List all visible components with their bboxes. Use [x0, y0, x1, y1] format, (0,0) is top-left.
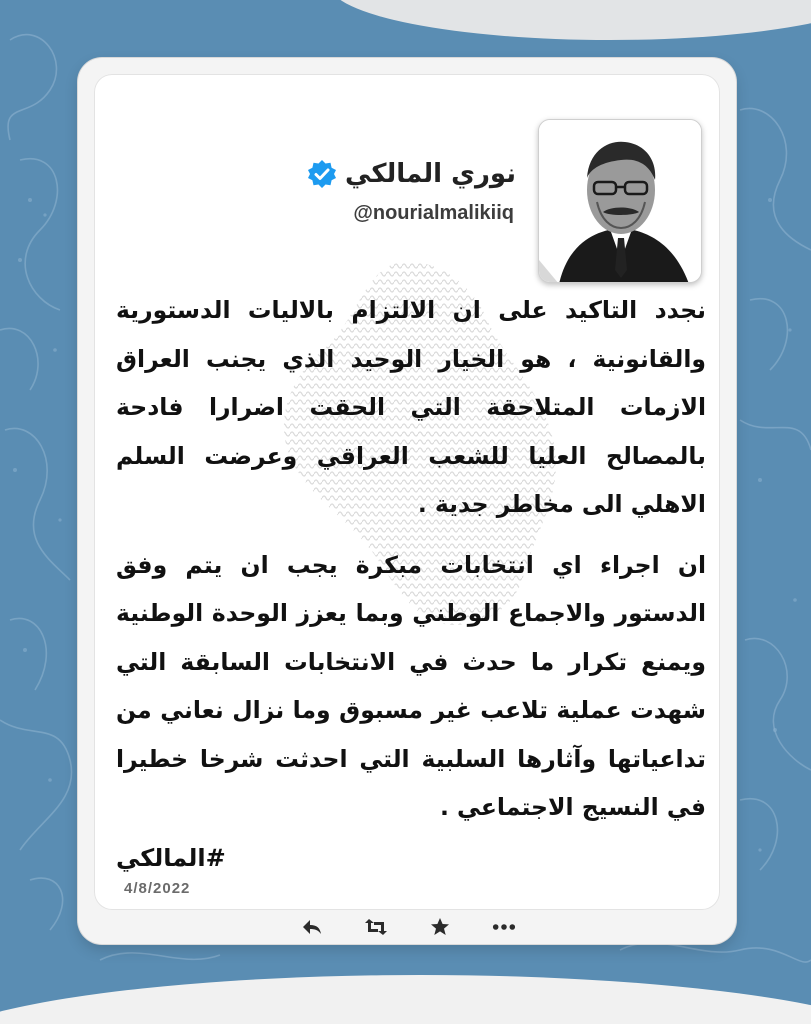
tweet-actions	[300, 915, 516, 939]
hashtag[interactable]: #المالكي	[116, 844, 226, 872]
tweet-card	[94, 74, 720, 910]
retweet-icon	[364, 918, 388, 936]
tweet-date: 4/8/2022	[124, 880, 191, 897]
retweet-button[interactable]	[364, 916, 388, 938]
verified-badge-icon	[307, 159, 337, 189]
like-button[interactable]	[428, 916, 452, 938]
tweet-paragraph: ان اجراء اي انتخابات مبكرة يجب ان يتم وفق الدستور والاجماع الوطني وبما يعزز الوحدة الوطنية ويمنع تكرار ما حدث في الانتخابات السابقة التي شهدت عملية تلاعب غير مسبوق وما نزال نعاني من تداعياتها وآثارها السلبية التي احدثت شرخا خطيرا في النسيج الاجتماعي .	[116, 550, 706, 821]
reply-button[interactable]	[300, 916, 324, 938]
reply-icon	[302, 919, 322, 935]
star-icon	[430, 917, 450, 937]
author-handle[interactable]: @nourialmalikiiq	[353, 202, 514, 224]
tweet-text	[116, 286, 706, 832]
author-block	[307, 159, 516, 189]
tweet-paragraph: نجدد التاكيد على ان الالتزام بالاليات الدستورية والقانونية ، هو الخيار الوحيد الذي يجنب العراق الازمات المتلاحقة التي الحقت اضرارا فادحة بالمصالح العليا للشعب العراقي وعرضت السلم الاهلي الى مخاطر جدية .	[116, 296, 706, 518]
more-icon	[492, 923, 516, 931]
author-name-row	[307, 159, 516, 189]
more-button[interactable]	[492, 916, 516, 938]
author-name[interactable]: نوري المالكي	[345, 159, 516, 189]
profile-portrait-icon	[539, 120, 702, 283]
avatar[interactable]	[538, 119, 702, 283]
